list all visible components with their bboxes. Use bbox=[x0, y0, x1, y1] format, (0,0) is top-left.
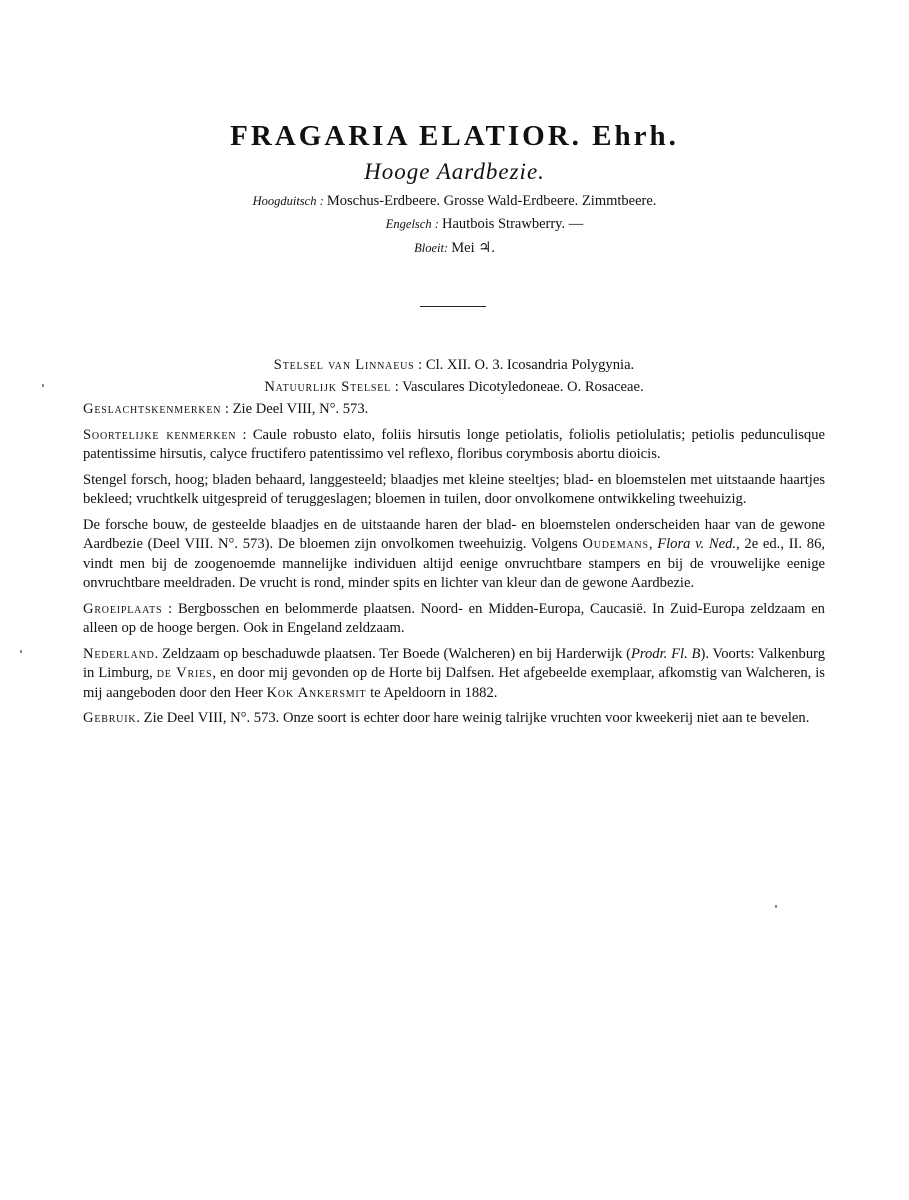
species-paragraph: Soortelijke kenmerken : Caule robusto elato, foliis hirsutis longe petiolatis, foliolis petiolulatis; petiolis pedunculisque patentissime hirsutis, calyce fructifero patentissimo vel reflexo, floribus corymbosis abortu dioicis. bbox=[83, 426, 825, 462]
german-names: Moschus-Erdbeere. Grosse Wald-Erdbeere. Zimmtbeere. bbox=[326, 193, 657, 209]
natural-text: Vasculares Dicotyledoneae. O. Rosaceae. bbox=[402, 379, 644, 395]
page-subtitle: Hooge Aardbezie. bbox=[364, 159, 545, 184]
use-label: Gebruik bbox=[83, 710, 137, 726]
linnaeus-text: Cl. XII. O. 3. Icosandria Polygynia. bbox=[425, 357, 635, 373]
english-label: Engelsch bbox=[385, 217, 432, 231]
author-de-vries: de Vries bbox=[156, 665, 213, 681]
netherlands-text-c: , en door mij gevonden op de Horte bij Dalfsen. Het afgebeelde exemplaar, afkomstig van Walcheren, is mij aangeboden door den Heer bbox=[83, 665, 825, 701]
netherlands-label: Nederland bbox=[83, 645, 155, 662]
habitat-text: Bergbosschen en belommerde plaatsen. Noord- en Midden-Europa, Caucasië. In Zuid-Europa zeldzaam en alleen op de hooge bergen. Ook in Engeland zeldzaam. bbox=[83, 600, 825, 636]
scan-speck bbox=[42, 384, 44, 387]
body-text bbox=[83, 356, 825, 735]
linnaeus-label: Stelsel van Linnaeus bbox=[273, 357, 415, 373]
german-names-line: Hoogduitsch : Moschus-Erdbeere. Grosse Wald-Erdbeere. Zimmtbeere. bbox=[252, 193, 657, 209]
scan-speck bbox=[20, 650, 22, 653]
description-paragraph: Stengel forsch, hoog; bladen behaard, langgesteeld; blaadjes met kleine steeltjes; blad- en bloemstelen met uitstaande haartjes bekleed; vruchtkelk uitgespreid of teruggeslagen; bloemen in tuilen, door onvolkomene ontwikkeling tweehuizig. bbox=[83, 471, 825, 507]
use-paragraph: Gebruik. Zie Deel VIII, N°. 573. Onze soort is echter door hare weinig talrijke vruchten voor kweekerij niet aan te bevelen. bbox=[83, 710, 810, 726]
flowering-value: Mei ♃. bbox=[451, 240, 495, 256]
natural-label: Natuurlijk Stelsel bbox=[264, 379, 392, 395]
species-label: Soortelijke kenmerken bbox=[83, 426, 237, 443]
english-names-line: Engelsch : Hautbois Strawberry. — bbox=[385, 216, 584, 232]
species-text: Caule robusto elato, foliis hirsutis longe petiolatis, foliolis petiolulatis; petiolis pedunculisque patentissime hirsutis, calyce fructifero patentissimo vel reflexo, floribus corymbosis abortu dioicis. bbox=[83, 426, 825, 462]
flowering-label: Bloeit bbox=[414, 241, 444, 255]
divider-rule bbox=[420, 306, 486, 307]
use-text: Zie Deel VIII, N°. 573. Onze soort is echter door hare weinig talrijke vruchten voor kweekerij niet aan te bevelen. bbox=[143, 710, 810, 726]
genus-paragraph: Geslachtskenmerken : Zie Deel VIII, N°. 573. bbox=[83, 401, 369, 417]
linnaeus-line: Stelsel van Linnaeus : Cl. XII. O. 3. Icosandria Polygynia. bbox=[273, 357, 635, 373]
flowering-line: Bloeit: Mei ♃. bbox=[414, 240, 495, 256]
netherlands-text-d: te Apeldoorn in 1882. bbox=[370, 684, 498, 701]
english-names: Hautbois Strawberry. — bbox=[442, 216, 584, 232]
flora-reference: Flora v. Ned. bbox=[657, 536, 737, 552]
habitat-paragraph: Groeiplaats : Bergbosschen en belommerde plaatsen. Noord- en Midden-Europa, Caucasië. In Zuid-Europa zeldzaam en alleen op de hooge bergen. Ook in Engeland zeldzaam. bbox=[83, 600, 825, 636]
netherlands-text-a: Zeldzaam op beschaduwde plaatsen. Ter Boede (Walcheren) en bij Harderwijk ( bbox=[162, 645, 631, 662]
german-label: Hoogduitsch bbox=[252, 194, 317, 208]
genus-text: Zie Deel VIII, N°. 573. bbox=[232, 401, 369, 417]
donor-kok-ankersmit: Kok Ankersmit bbox=[266, 684, 367, 701]
prodromus-reference: Prodr. Fl. B bbox=[630, 645, 701, 662]
page-title: FRAGARIA ELATIOR. Ehrh. bbox=[230, 120, 679, 152]
habitat-label: Groeiplaats bbox=[83, 600, 163, 617]
netherlands-text-b: ). Voorts: Valkenburg in Limburg, bbox=[83, 645, 826, 681]
netherlands-paragraph: Nederland. Zeldzaam op beschaduwde plaatsen. Ter Boede (Walcheren) en bij Harderwijk (Prodr. Fl. B). Voorts: Valkenburg in Limburg, de Vries, en door mij gevonden op de Horte bij Dalfsen. Het afgebeelde exemplaar, afkomstig van Walcheren, is mij aangeboden door den Heer Kok Ankersmit te Apeldoorn in 1882. bbox=[83, 645, 826, 701]
natural-system-line: Natuurlijk Stelsel : Vasculares Dicotyledoneae. O. Rosaceae. bbox=[264, 379, 644, 395]
genus-label: Geslachtskenmerken bbox=[83, 401, 222, 417]
comparison-paragraph: De forsche bouw, de gesteelde blaadjes en de uitstaande haren der blad- en bloemstelen onderscheiden haar van de gewone Aardbezie (Deel VIII. N°. 573). De bloemen zijn onvolkomen tweehuizig. Volgens Oudemans, Flora v. Ned., 2e ed., II. 86, vindt men bij de zoogenoemde mannelijke individuen altijd eenige onvruchtbare stampers en bij de vrouwelijke eenige onvruchtbare meeldraden. De vrucht is rond, minder spits en lichter van kleur dan de gewone Aardbezie. bbox=[83, 516, 826, 591]
comparison-text-b: , 2e ed., II. 86, vindt men bij de zoogenoemde mannelijke individuen altijd eenige onvruchtbare stampers en bij de vrouwelijke eenige onvruchtbare meeldraden. De vrucht is rond, minder spits en lichter van kleur dan de gewone Aardbezie. bbox=[83, 536, 826, 591]
scan-speck bbox=[775, 905, 777, 908]
author-oudemans: Oudemans bbox=[582, 536, 649, 552]
comparison-text-a: De forsche bouw, de gesteelde blaadjes en de uitstaande haren der blad- en bloemstelen onderscheiden haar van de gewone Aardbezie (Deel VIII. N°. 573). De bloemen zijn onvolkomen tweehuizig. Volgens bbox=[83, 516, 825, 552]
